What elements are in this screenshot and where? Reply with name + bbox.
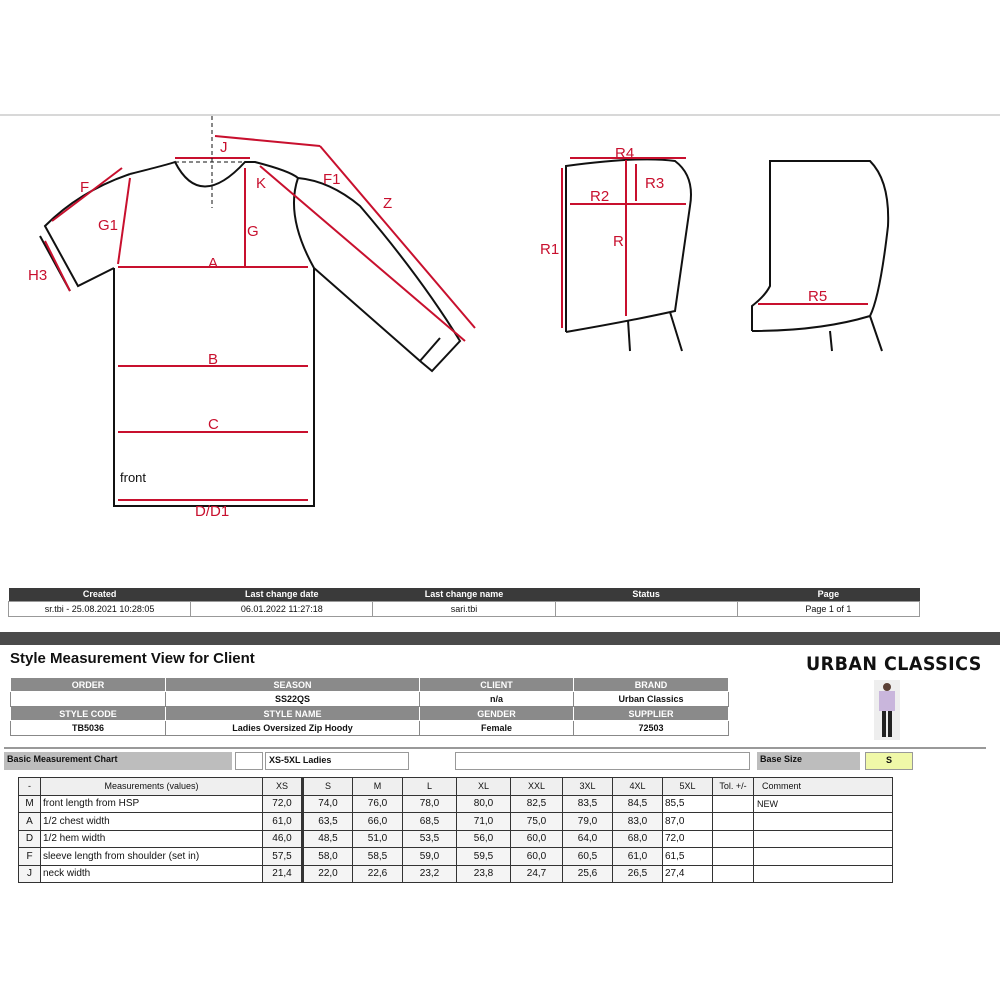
size-value: 53,5 (403, 830, 457, 848)
column-header: M (353, 778, 403, 796)
row-code: J (19, 865, 41, 883)
size-value: 79,0 (563, 813, 613, 831)
column-header: 5XL (663, 778, 713, 796)
size-value: 59,0 (403, 848, 457, 866)
size-value: 22,6 (353, 865, 403, 883)
size-value: 61,0 (263, 813, 303, 831)
column-header: XXL (511, 778, 563, 796)
size-value: 80,0 (457, 795, 511, 813)
size-value: 78,0 (403, 795, 457, 813)
season-value: SS22QS (166, 692, 420, 707)
style-code-label: STYLE CODE (11, 707, 166, 721)
comment-cell (754, 830, 893, 848)
size-value: 72,0 (263, 795, 303, 813)
size-value: 63,5 (303, 813, 353, 831)
size-value: 76,0 (353, 795, 403, 813)
header-last-change-name: Last change name (373, 588, 555, 601)
section-divider (4, 747, 986, 749)
size-value: 57,5 (263, 848, 303, 866)
label-R5: R5 (808, 288, 828, 305)
size-value: 27,4 (663, 865, 713, 883)
size-value: 87,0 (663, 813, 713, 831)
product-photo (874, 680, 900, 740)
measurement-diagram (0, 116, 1000, 516)
page-title: Style Measurement View for Client (10, 650, 255, 667)
size-value: 82,5 (511, 795, 563, 813)
size-value: 59,5 (457, 848, 511, 866)
label-K: K (256, 175, 267, 192)
size-value: 22,0 (303, 865, 353, 883)
measurement-name: sleeve length from shoulder (set in) (41, 848, 263, 866)
row-code: F (19, 848, 41, 866)
brand-logo: URBAN CLASSICS (806, 653, 982, 675)
label-D-D1: D/D1 (195, 503, 230, 516)
supplier-label: SUPPLIER (574, 707, 729, 721)
tolerance-cell (713, 830, 754, 848)
size-value: 84,5 (613, 795, 663, 813)
label-G1: G1 (98, 217, 119, 234)
hood-back-outline (752, 161, 888, 351)
label-R3: R3 (645, 175, 665, 192)
measurement-table (18, 777, 893, 883)
table-row (19, 813, 893, 831)
brand-label: BRAND (574, 678, 729, 692)
document-footer-table (8, 588, 920, 617)
label-R: R (613, 233, 624, 250)
page-value: Page 1 of 1 (737, 601, 919, 616)
comment-cell: NEW (754, 795, 893, 813)
client-value: n/a (420, 692, 574, 707)
size-value: 58,0 (303, 848, 353, 866)
size-value: 74,0 (303, 795, 353, 813)
table-row (19, 848, 893, 866)
style-name-value: Ladies Oversized Zip Hoody (166, 721, 420, 736)
row-code: D (19, 830, 41, 848)
size-value: 85,5 (663, 795, 713, 813)
column-header: 3XL (563, 778, 613, 796)
size-value: 61,5 (663, 848, 713, 866)
size-value: 68,5 (403, 813, 457, 831)
order-label: ORDER (11, 678, 166, 692)
gender-value: Female (420, 721, 574, 736)
size-range-field: XS-5XL Ladies (265, 752, 409, 770)
label-H3: H3 (28, 267, 48, 284)
label-F: F (80, 179, 90, 196)
size-value: 66,0 (353, 813, 403, 831)
tolerance-cell (713, 795, 754, 813)
last-change-date-value: 06.01.2022 11:27:18 (191, 601, 373, 616)
client-label: CLIENT (420, 678, 574, 692)
brand-value: Urban Classics (574, 692, 729, 707)
size-value: 21,4 (263, 865, 303, 883)
size-value: 60,0 (511, 830, 563, 848)
measurement-name: 1/2 chest width (41, 813, 263, 831)
last-change-name-value: sari.tbi (373, 601, 555, 616)
chart-checkbox[interactable] (235, 752, 263, 770)
row-code: M (19, 795, 41, 813)
size-value: 60,5 (563, 848, 613, 866)
size-value: 64,0 (563, 830, 613, 848)
label-G: G (247, 223, 259, 240)
header-created: Created (9, 588, 191, 601)
comment-cell (754, 865, 893, 883)
label-Z: Z (383, 195, 393, 212)
basic-measurement-chart-label: Basic Measurement Chart (4, 752, 232, 770)
size-value: 61,0 (613, 848, 663, 866)
hood-side-outline (566, 159, 691, 351)
column-header: 4XL (613, 778, 663, 796)
label-B: B (208, 351, 219, 368)
style-code-value: TB5036 (11, 721, 166, 736)
column-header: XS (263, 778, 303, 796)
label-F1: F1 (323, 171, 341, 188)
label-C: C (208, 416, 219, 433)
column-header: Measurements (values) (41, 778, 263, 796)
column-header: XL (457, 778, 511, 796)
comment-cell (754, 848, 893, 866)
size-value: 60,0 (511, 848, 563, 866)
label-front: front (120, 470, 147, 485)
table-row (19, 865, 893, 883)
column-header: L (403, 778, 457, 796)
table-row (19, 795, 893, 813)
size-value: 24,7 (511, 865, 563, 883)
base-size-value: S (865, 752, 913, 770)
size-value: 58,5 (353, 848, 403, 866)
measurement-name: 1/2 hem width (41, 830, 263, 848)
column-header: - (19, 778, 41, 796)
size-value: 25,6 (563, 865, 613, 883)
size-value: 51,0 (353, 830, 403, 848)
order-value (11, 692, 166, 707)
base-size-label: Base Size (757, 752, 860, 770)
label-A: A (208, 255, 219, 272)
label-R2: R2 (590, 188, 610, 205)
table-row (19, 830, 893, 848)
gender-label: GENDER (420, 707, 574, 721)
label-J: J (220, 139, 228, 156)
garment-right-sleeve (294, 178, 460, 371)
size-value: 56,0 (457, 830, 511, 848)
style-name-label: STYLE NAME (166, 707, 420, 721)
size-value: 23,8 (457, 865, 511, 883)
tolerance-cell (713, 865, 754, 883)
size-value: 83,0 (613, 813, 663, 831)
label-R4: R4 (615, 145, 635, 162)
tolerance-cell (713, 813, 754, 831)
season-label: SEASON (166, 678, 420, 692)
style-header-table (10, 677, 729, 736)
measurement-name: neck width (41, 865, 263, 883)
created-value: sr.tbi - 25.08.2021 10:28:05 (9, 601, 191, 616)
header-last-change-date: Last change date (191, 588, 373, 601)
size-value: 68,0 (613, 830, 663, 848)
row-code: A (19, 813, 41, 831)
page-break-band (0, 632, 1000, 645)
size-value: 26,5 (613, 865, 663, 883)
size-value: 72,0 (663, 830, 713, 848)
supplier-value: 72503 (574, 721, 729, 736)
measurement-name: front length from HSP (41, 795, 263, 813)
size-value: 48,5 (303, 830, 353, 848)
size-value: 75,0 (511, 813, 563, 831)
tolerance-cell (713, 848, 754, 866)
blank-field (455, 752, 750, 770)
comment-cell (754, 813, 893, 831)
label-R1: R1 (540, 241, 560, 258)
header-page: Page (737, 588, 919, 601)
size-value: 46,0 (263, 830, 303, 848)
column-header: Tol. +/- (713, 778, 754, 796)
garment-shoulders (130, 162, 298, 187)
column-header: Comment (754, 778, 893, 796)
status-value (555, 601, 737, 616)
column-header: S (303, 778, 353, 796)
size-value: 23,2 (403, 865, 457, 883)
size-value: 83,5 (563, 795, 613, 813)
size-value: 71,0 (457, 813, 511, 831)
header-status: Status (555, 588, 737, 601)
